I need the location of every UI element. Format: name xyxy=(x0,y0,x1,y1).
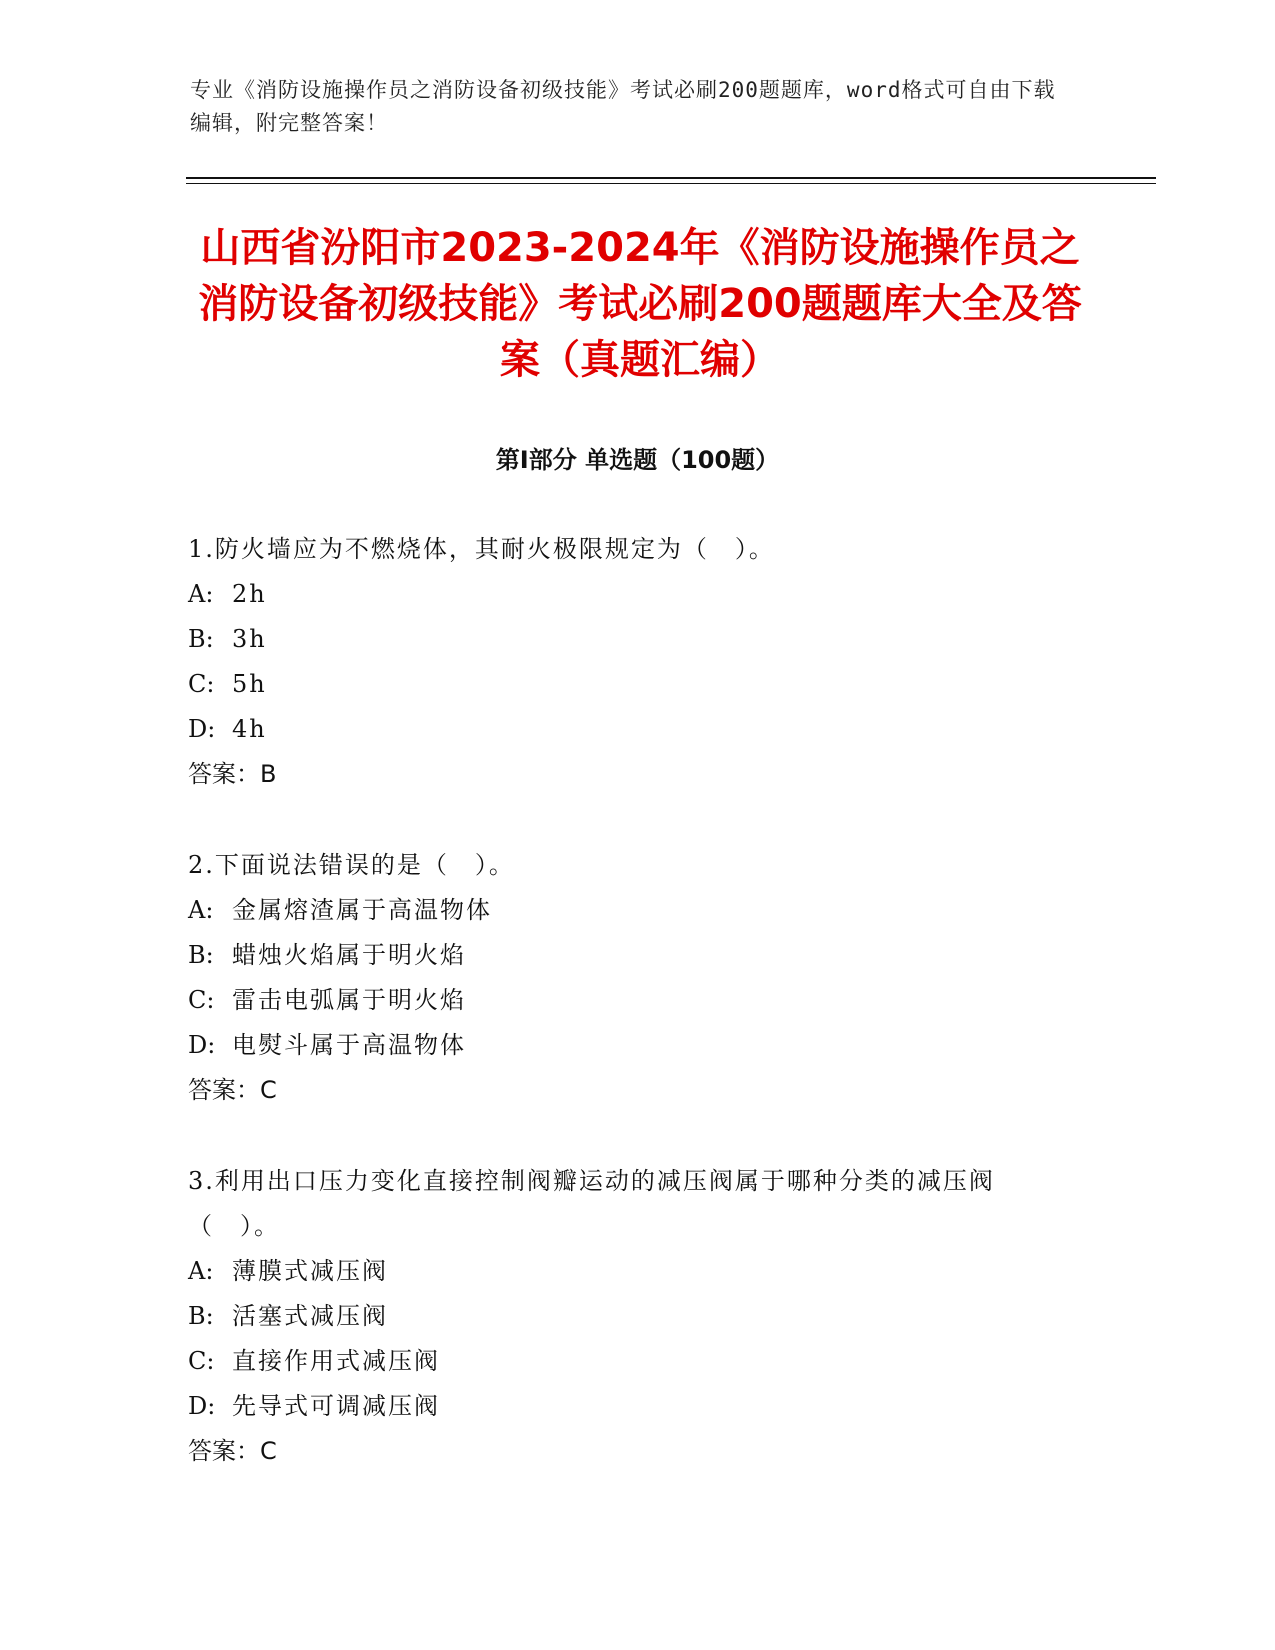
option-c xyxy=(188,662,1068,707)
question-stem: 3.利用出口压力变化直接控制阀瓣运动的减压阀属于哪种分类的减压阀（ ）。 xyxy=(188,1167,995,1240)
option-letter: C: xyxy=(188,670,215,698)
option-text: 直接作用式减压阀 xyxy=(232,1347,440,1375)
option-text: 雷击电弧属于明火焰 xyxy=(232,986,466,1014)
option-letter: C: xyxy=(188,1347,215,1375)
option-letter: D: xyxy=(188,1031,216,1059)
option-d xyxy=(188,1384,1068,1429)
option-text: 先导式可调减压阀 xyxy=(232,1392,440,1420)
option-letter: D: xyxy=(188,1392,216,1420)
question-list xyxy=(188,527,1068,1520)
option-d xyxy=(188,1023,1068,1068)
header-note: 专业《消防设施操作员之消防设备初级技能》考试必刷200题题库，word格式可自由下载编辑，附完整答案！ xyxy=(190,78,1056,135)
option-letter: B: xyxy=(188,1302,214,1330)
option-c xyxy=(188,978,1068,1023)
header-divider xyxy=(186,177,1156,179)
answer: 答案：C xyxy=(188,1437,277,1465)
document-title: 山西省汾阳市2023-2024年《消防设施操作员之消防设备初级技能》考试必刷200题题库大全及答案（真题汇编） xyxy=(198,225,1082,383)
option-letter: A: xyxy=(188,1257,214,1285)
section-heading: 第I部分 单选题（100题） xyxy=(495,446,780,474)
option-text: 蜡烛火焰属于明火焰 xyxy=(232,941,466,969)
option-letter: A: xyxy=(188,580,214,608)
option-b xyxy=(188,933,1068,978)
option-b xyxy=(188,1294,1068,1339)
option-text: 金属熔渣属于高温物体 xyxy=(232,896,492,924)
option-c xyxy=(188,1339,1068,1384)
question-1 xyxy=(188,527,1068,797)
option-text: 4h xyxy=(232,715,267,743)
option-a xyxy=(188,572,1068,617)
question-stem: 1.防火墙应为不燃烧体，其耐火极限规定为（ ）。 xyxy=(188,535,775,563)
option-letter: D: xyxy=(188,715,216,743)
option-a xyxy=(188,1249,1068,1294)
option-text: 电熨斗属于高温物体 xyxy=(232,1031,466,1059)
question-2 xyxy=(188,843,1068,1113)
option-letter: B: xyxy=(188,941,214,969)
option-text: 2h xyxy=(232,580,267,608)
option-text: 5h xyxy=(232,670,267,698)
answer: 答案：C xyxy=(188,1076,277,1104)
question-stem: 2.下面说法错误的是（ ）。 xyxy=(188,851,515,879)
option-letter: C: xyxy=(188,986,215,1014)
option-text: 薄膜式减压阀 xyxy=(232,1257,388,1285)
question-3 xyxy=(188,1159,1068,1474)
option-a xyxy=(188,888,1068,933)
option-letter: A: xyxy=(188,896,214,924)
option-text: 活塞式减压阀 xyxy=(232,1302,388,1330)
header-divider-thin xyxy=(186,183,1156,184)
option-text: 3h xyxy=(232,625,267,653)
option-letter: B: xyxy=(188,625,214,653)
option-d xyxy=(188,707,1068,752)
option-b xyxy=(188,617,1068,662)
answer: 答案：B xyxy=(188,760,277,788)
